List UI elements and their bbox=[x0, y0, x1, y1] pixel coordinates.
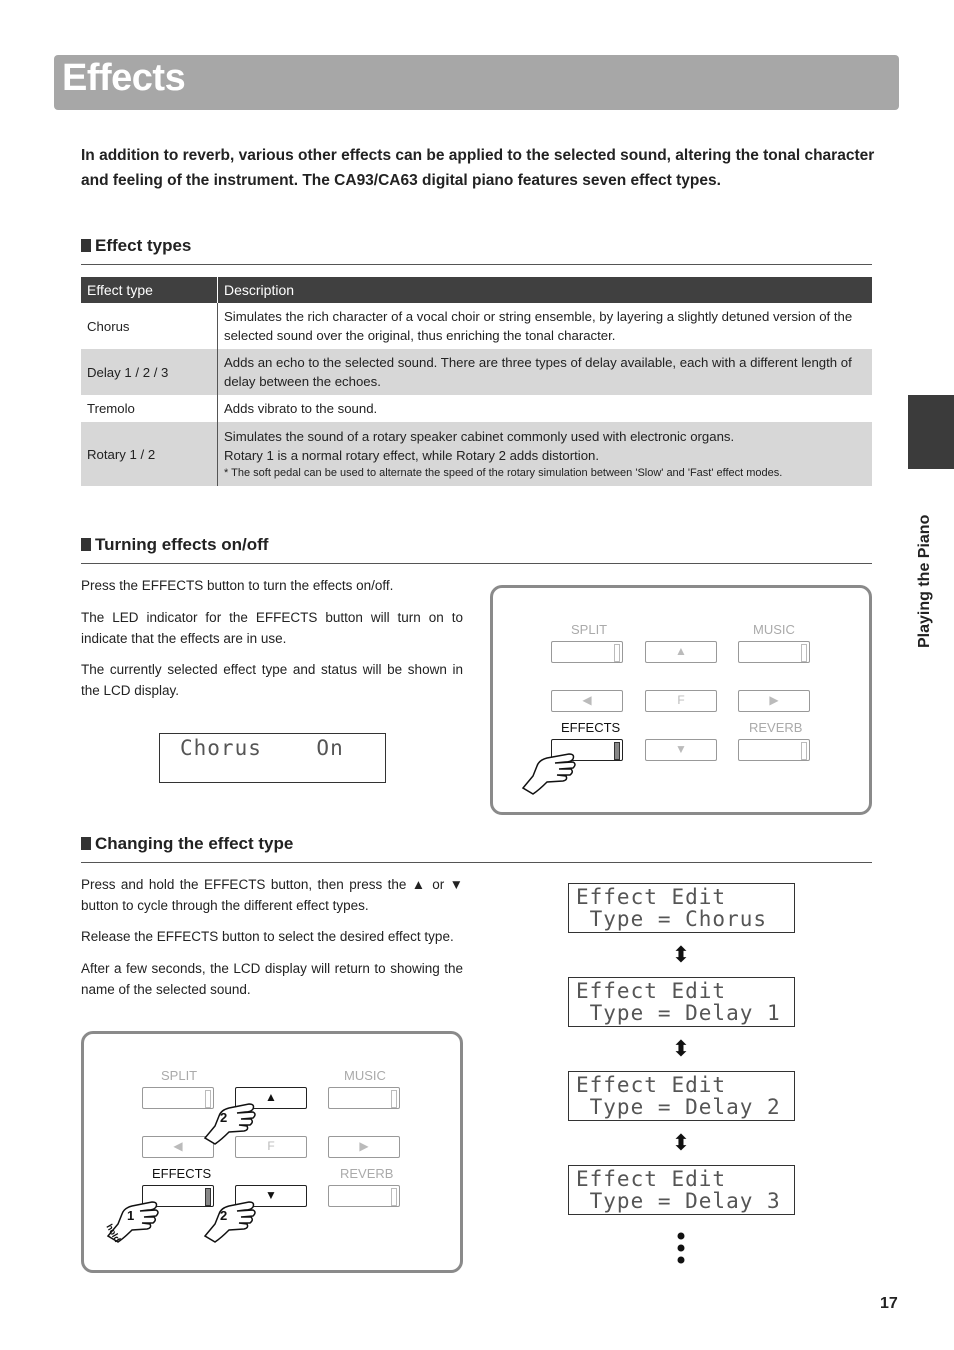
turning-heading-text: Turning effects on/off bbox=[95, 535, 269, 554]
effect-desc-cell: Simulates the rich character of a vocal choir or string ensemble, by layering a slightly detuned version of the selected sound over the original, thus enriching the tonal character. bbox=[224, 309, 853, 343]
effects-label: EFFECTS bbox=[152, 1166, 212, 1181]
down-arrow-icon: ▼ bbox=[265, 1188, 277, 1202]
effect-types-heading-text: Effect types bbox=[95, 236, 192, 255]
effect-type-cell: Delay 1 / 2 / 3 bbox=[81, 349, 218, 395]
turning-paragraph-3: The currently selected effect type and status will be shown in the LCD display. bbox=[81, 662, 463, 698]
table-row bbox=[81, 395, 872, 422]
changing-paragraph-3: After a few seconds, the LCD display will return to showing the name of the selected sound. bbox=[81, 961, 463, 997]
title-bar bbox=[54, 55, 899, 110]
lcd-line-1: Effect Edit bbox=[576, 1073, 727, 1097]
up-arrow-icon: ▲ bbox=[265, 1090, 277, 1104]
split-label: SPLIT bbox=[571, 622, 608, 637]
turning-heading bbox=[81, 535, 872, 564]
effect-types-heading bbox=[81, 236, 872, 265]
table-header-row bbox=[81, 277, 872, 303]
music-label: MUSIC bbox=[753, 622, 795, 637]
section-marker-icon bbox=[81, 239, 91, 252]
lcd-line-1: Effect Edit bbox=[576, 1167, 727, 1191]
effects-label: EFFECTS bbox=[561, 720, 621, 735]
effect-type-cell: Rotary 1 / 2 bbox=[81, 422, 218, 486]
control-panel-illustration bbox=[490, 585, 872, 815]
reverb-button[interactable] bbox=[738, 739, 810, 761]
f-label: F bbox=[267, 1139, 275, 1153]
led-indicator bbox=[614, 644, 620, 662]
right-arrow-icon: ▶ bbox=[359, 1139, 369, 1153]
music-button[interactable] bbox=[738, 641, 810, 663]
pointing-hand-icon bbox=[199, 1184, 259, 1244]
lcd-line-1: Effect Edit bbox=[576, 979, 727, 1003]
turning-paragraph-1: Press the EFFECTS button to turn the effects on/off. bbox=[81, 578, 394, 593]
reverb-label: REVERB bbox=[340, 1166, 394, 1181]
down-arrow-icon: ▼ bbox=[675, 742, 687, 756]
lcd-display bbox=[568, 977, 795, 1027]
lcd-display bbox=[568, 1165, 795, 1215]
step-number: 2 bbox=[220, 1110, 228, 1125]
lcd-display bbox=[568, 883, 795, 933]
left-arrow-icon: ◀ bbox=[582, 693, 592, 707]
effect-desc-cell: Adds an echo to the selected sound. There are three types of delay available, each with a different length of delay between the echoes. bbox=[218, 349, 873, 395]
left-button[interactable] bbox=[551, 690, 623, 712]
lcd-line-2: Type = Chorus bbox=[576, 907, 768, 931]
led-indicator bbox=[391, 1090, 397, 1108]
lcd-text: Chorus On bbox=[180, 736, 344, 760]
up-down-arrow-icon: ⬍ bbox=[671, 1130, 691, 1155]
table-row bbox=[81, 349, 872, 395]
f-button[interactable] bbox=[645, 690, 717, 712]
table-row bbox=[81, 422, 872, 486]
changing-paragraph-2: Release the EFFECTS button to select the desired effect type. bbox=[81, 929, 454, 944]
split-button[interactable] bbox=[551, 641, 623, 663]
effect-desc-cell: Adds vibrato to the sound. bbox=[224, 401, 378, 416]
right-button[interactable] bbox=[328, 1136, 400, 1158]
right-arrow-icon: ▶ bbox=[769, 693, 779, 707]
changing-heading-text: Changing the effect type bbox=[95, 834, 294, 853]
section-marker-icon bbox=[81, 837, 91, 850]
changing-heading bbox=[81, 834, 872, 863]
intro-paragraph: In addition to reverb, various other effects can be applied to the selected sound, altering the tonal character and feeling of the instrument. The CA93/CA63 digital piano features seven effect types. bbox=[81, 147, 875, 189]
page-title: Effects bbox=[62, 57, 186, 99]
step-number: 1 bbox=[127, 1208, 135, 1223]
effect-desc-line: Simulates the sound of a rotary speaker cabinet commonly used with electronic organs. bbox=[224, 429, 735, 444]
up-down-arrow-icon: ⬍ bbox=[671, 1036, 691, 1061]
lcd-line-2: Type = Delay 1 bbox=[576, 1001, 781, 1025]
split-label: SPLIT bbox=[161, 1068, 198, 1083]
table-row bbox=[81, 303, 872, 349]
pointing-hand-icon bbox=[515, 736, 585, 796]
reverb-button[interactable] bbox=[328, 1185, 400, 1207]
f-label: F bbox=[677, 693, 685, 707]
music-label: MUSIC bbox=[344, 1068, 386, 1083]
lcd-line-1: Effect Edit bbox=[576, 885, 727, 909]
led-indicator bbox=[801, 742, 807, 760]
column-header: Effect type bbox=[81, 277, 218, 303]
effect-types-table bbox=[81, 277, 872, 486]
section-marker-icon bbox=[81, 538, 91, 551]
left-arrow-icon: ◀ bbox=[173, 1139, 183, 1153]
turning-paragraph-2: The LED indicator for the EFFECTS button will turn on to indicate that the effects are in use. bbox=[81, 610, 463, 646]
up-down-arrow-icon: ⬍ bbox=[671, 942, 691, 967]
effect-desc-line: Rotary 1 is a normal rotary effect, while Rotary 2 adds distortion. bbox=[224, 448, 600, 463]
up-button[interactable] bbox=[645, 641, 717, 663]
effect-type-cell: Tremolo bbox=[81, 395, 218, 422]
lcd-line-2: Type = Delay 3 bbox=[576, 1189, 781, 1213]
lcd-display bbox=[568, 1071, 795, 1121]
led-indicator bbox=[391, 1188, 397, 1206]
page-number: 17 bbox=[880, 1295, 898, 1312]
up-arrow-icon: ▲ bbox=[675, 644, 687, 658]
more-ellipsis-icon bbox=[674, 1230, 688, 1270]
chapter-label: Playing the Piano bbox=[916, 514, 933, 648]
hold-label: hold bbox=[104, 1222, 123, 1244]
music-button[interactable] bbox=[328, 1087, 400, 1109]
pointing-hand-icon bbox=[199, 1086, 259, 1146]
column-header: Description bbox=[218, 277, 873, 303]
lcd-display bbox=[159, 733, 386, 783]
lcd-line-2: Type = Delay 2 bbox=[576, 1095, 781, 1119]
led-indicator bbox=[614, 742, 620, 760]
effect-note: * The soft pedal can be used to alternate the speed of the rotary simulation between 'Slow' and 'Fast' effect modes. bbox=[224, 467, 783, 479]
reverb-label: REVERB bbox=[749, 720, 803, 735]
down-button[interactable] bbox=[645, 739, 717, 761]
chapter-tab bbox=[908, 395, 954, 469]
effect-type-cell: Chorus bbox=[81, 303, 218, 349]
effect-desc-cell bbox=[218, 422, 873, 486]
right-button[interactable] bbox=[738, 690, 810, 712]
led-indicator bbox=[801, 644, 807, 662]
step-number: 2 bbox=[220, 1208, 228, 1223]
changing-paragraph-1: Press and hold the EFFECTS button, then press the ▲ or ▼ button to cycle through the different effect types. bbox=[81, 877, 463, 913]
control-panel-illustration bbox=[81, 1031, 463, 1273]
